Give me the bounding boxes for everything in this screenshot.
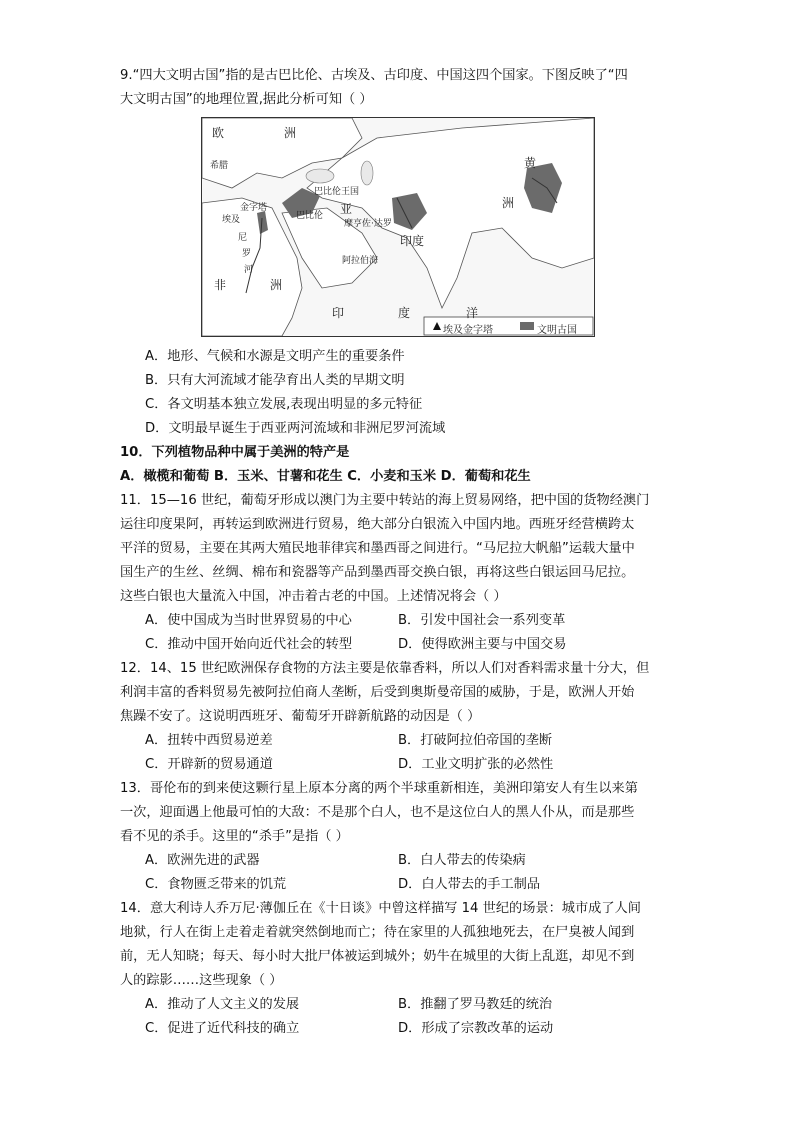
- q12-line3: 焦躁不安了。这说明西班牙、葡萄牙开辟新航路的动因是（ ）: [120, 709, 481, 724]
- q11-option-d[interactable]: D．使得欧洲主要与中国交易: [398, 637, 567, 652]
- q11-line2: 运往印度果阿，再转运到欧洲进行贸易，绝大部分白银流入中国内地。西班牙经营横跨太: [120, 517, 635, 532]
- map-label-greece: 希腊: [210, 161, 229, 171]
- q9-stem-line2: 大文明古国”的地理位置,据此分析可知（ ）: [120, 92, 373, 107]
- map-label-mohenjo: 摩亨佐·达罗: [344, 219, 392, 229]
- q11-line1: 11．15—16 世纪，葡萄牙形成以澳门为主要中转站的海上贸易网络，把中国的货物经澳门: [120, 493, 650, 508]
- map-label-europe-1: 欧: [212, 126, 225, 140]
- map-label-babylon-kingdom: 巴比伦王国: [314, 187, 360, 197]
- q11-option-b[interactable]: B．引发中国社会一系列变革: [398, 613, 566, 628]
- q14-option-b[interactable]: B．推翻了罗马教廷的统治: [398, 997, 553, 1012]
- q13-option-a[interactable]: A．欧洲先进的武器: [145, 853, 260, 868]
- map-label-africa-2: 洲: [270, 278, 283, 292]
- q10-options[interactable]: A．橄榄和葡萄 B．玉米、甘薯和花生 C．小麦和玉米 D．葡萄和花生: [120, 469, 531, 484]
- q14-option-d[interactable]: D．形成了宗教改革的运动: [398, 1021, 554, 1036]
- q12-option-d[interactable]: D．工业文明扩张的必然性: [398, 757, 554, 772]
- map-label-indian-ocean-2: 度: [398, 306, 411, 320]
- q14-line4: 人的踪影……这些现象（ ）: [120, 973, 283, 988]
- q10-stem: 10．下列植物品种中属于美洲的特产是: [120, 445, 350, 460]
- q9-option-d[interactable]: D．文明最早诞生于西亚两河流域和非洲尼罗河流域: [145, 421, 446, 436]
- map-label-nile-2: 罗: [242, 249, 252, 259]
- q14-line3: 前，无人知晓；每天、每小时大批尸体被运到城外；奶牛在城里的大街上乱逛，却见不到: [120, 949, 635, 964]
- q14-option-a[interactable]: A．推动了人文主义的发展: [145, 997, 300, 1012]
- q12-line1: 12．14、15 世纪欧洲保存食物的方法主要是依靠香料，所以人们对香料需求量十分大，但: [120, 661, 650, 676]
- q11-line4: 国生产的生丝、丝绸、棉布和瓷器等产品到墨西哥交换白银，再将这些白银运回马尼拉。: [120, 565, 635, 580]
- q14-line2: 地狱，行人在街上走着走着就突然倒地而亡；待在家里的人孤独地死去，在尸臭被人闻到: [120, 925, 635, 940]
- q12-line2: 利润丰富的香料贸易先被阿拉伯商人垄断，后受到奥斯曼帝国的威胁，于是，欧洲人开始: [120, 685, 635, 700]
- map-label-europe-2: 洲: [284, 126, 297, 140]
- q12-option-b[interactable]: B．打破阿拉伯帝国的垄断: [398, 733, 553, 748]
- q13-option-d[interactable]: D．白人带去的手工制品: [398, 877, 541, 892]
- civilizations-map: [201, 117, 595, 337]
- map-label-indian-ocean-1: 印: [332, 306, 345, 320]
- legend-pyramid: 埃及金字塔: [443, 325, 493, 336]
- map-label-arabian-sea: 阿拉伯海: [342, 256, 379, 266]
- q9-stem-line1: 9.“四大文明古国”指的是古巴比伦、古埃及、古印度、中国这四个国家。下图反映了“四: [120, 68, 628, 83]
- q9-option-b[interactable]: B．只有大河流域才能孕育出人类的早期文明: [145, 373, 405, 388]
- q11-option-a[interactable]: A．使中国成为当时世界贸易的中心: [145, 613, 352, 628]
- q12-option-a[interactable]: A．扭转中西贸易逆差: [145, 733, 273, 748]
- map-label-india: 印度: [400, 234, 425, 248]
- legend-civilization: 文明古国: [537, 325, 577, 336]
- q12-option-c[interactable]: C．开辟新的贸易通道: [145, 757, 273, 772]
- map-label-nile-1: 尼: [238, 233, 248, 243]
- map-label-egypt: 埃及: [222, 215, 241, 225]
- map-label-pyramid: 金字塔: [240, 203, 268, 213]
- map-label-nile-3: 河: [244, 265, 254, 275]
- q13-line3: 看不见的杀手。这里的“杀手”是指（ ）: [120, 829, 349, 844]
- map-label-indian-ocean-3: 洋: [466, 306, 479, 320]
- map-label-africa-1: 非: [214, 278, 227, 292]
- q11-line5: 这些白银也大量流入中国，冲击着古老的中国。上述情况将会（ ）: [120, 589, 507, 604]
- q13-line1: 13．哥伦布的到来使这颗行星上原本分离的两个半球重新相连，美洲印第安人有生以来第: [120, 781, 638, 796]
- q13-option-c[interactable]: C．食物匮乏带来的饥荒: [145, 877, 287, 892]
- map-label-asia: 亚: [340, 202, 353, 216]
- map-label-babylon: 巴比伦: [296, 211, 324, 221]
- q14-option-c[interactable]: C．促进了近代科技的确立: [145, 1021, 300, 1036]
- map-label-asia-zhou: 洲: [502, 196, 515, 210]
- q13-line2: 一次，迎面遇上他最可怕的大敌：不是那个白人，也不是这位白人的黑人仆从，而是那些: [120, 805, 635, 820]
- q9-option-a[interactable]: A．地形、气候和水源是文明产生的重要条件: [145, 349, 405, 364]
- map-label-yellow: 黄: [524, 156, 537, 170]
- q11-option-c[interactable]: C．推动中国开始向近代社会的转型: [145, 637, 353, 652]
- q9-option-c[interactable]: C．各文明基本独立发展,表现出明显的多元特征: [145, 397, 423, 412]
- q13-option-b[interactable]: B．白人带去的传染病: [398, 853, 526, 868]
- q11-line3: 平洋的贸易，主要在其两大殖民地菲律宾和墨西哥之间进行。“马尼拉大帆船”运载大量中: [120, 541, 635, 556]
- q14-line1: 14．意大利诗人乔万尼·薄伽丘在《十日谈》中曾这样描写 14 世纪的场景：城市成了人间: [120, 901, 641, 916]
